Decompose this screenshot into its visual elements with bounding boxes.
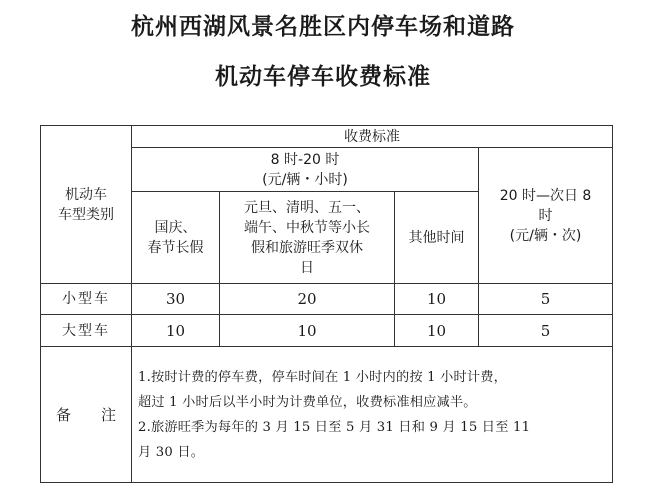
note-line: 2.旅游旺季为每年的 3 月 15 日至 5 月 31 日和 9 月 15 日至 11 bbox=[138, 419, 531, 435]
night-fee-cell: 5 bbox=[479, 284, 613, 315]
vehicle-type-cell: 大型车 bbox=[41, 315, 132, 347]
festival-fee-cell: 20 bbox=[220, 284, 395, 315]
notes-label: 备 注 bbox=[41, 347, 132, 483]
holiday-fee-cell: 10 bbox=[132, 315, 220, 347]
other-time-fee-cell: 10 bbox=[395, 315, 479, 347]
document-title-line1: 杭州西湖风景名胜区内停车场和道路 bbox=[131, 14, 515, 40]
day-period-header: 8 时-20 时 (元/辆・小时) bbox=[132, 148, 479, 192]
holiday-fee-cell: 30 bbox=[132, 284, 220, 315]
note-line: 超过 1 小时后以半小时为计费单位，收费标准相应减半。 bbox=[138, 394, 477, 410]
holiday-column-header: 国庆、 春节长假 bbox=[132, 192, 220, 284]
notes-cell bbox=[132, 347, 613, 483]
vehicle-type-cell: 小型车 bbox=[41, 284, 132, 315]
document-title-line2: 机动车停车收费标准 bbox=[215, 64, 431, 90]
festival-fee-cell: 10 bbox=[220, 315, 395, 347]
note-line: 月 30 日。 bbox=[138, 444, 205, 460]
vehicle-type-header: 机动车 车型类别 bbox=[41, 126, 132, 284]
table-row bbox=[41, 315, 613, 347]
other-time-fee-cell: 10 bbox=[395, 284, 479, 315]
night-period-header: 20 时—次日 8 时 (元/辆・次) bbox=[479, 148, 613, 284]
parking-fee-table bbox=[40, 125, 613, 483]
table-row bbox=[41, 284, 613, 315]
festival-column-header: 元旦、清明、五一、 端午、中秋节等小长 假和旅游旺季双休 日 bbox=[220, 192, 395, 284]
night-fee-cell: 5 bbox=[479, 315, 613, 347]
note-line: 1.按时计费的停车费，停车时间在 1 小时内的按 1 小时计费， bbox=[138, 369, 508, 385]
fee-standard-header: 收费标准 bbox=[132, 126, 613, 148]
other-time-column-header: 其他时间 bbox=[395, 192, 479, 284]
